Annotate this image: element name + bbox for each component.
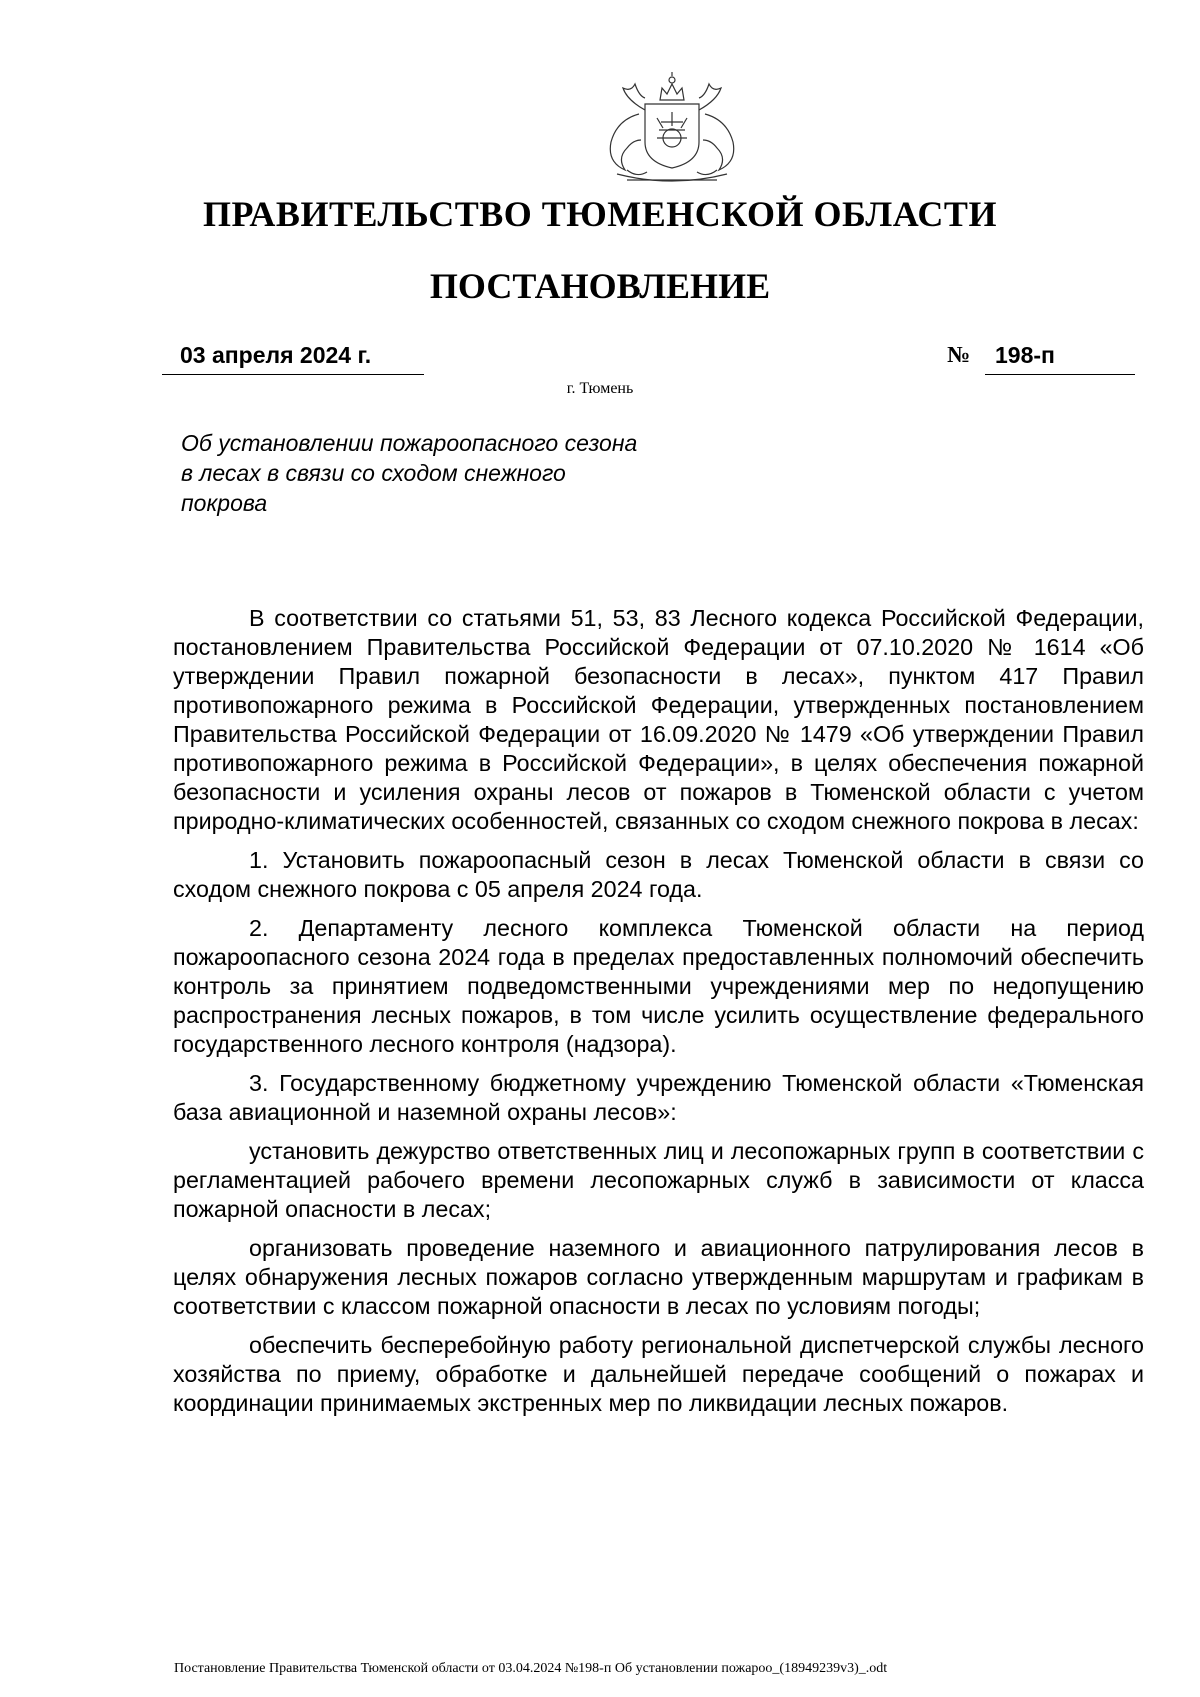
document-subject: Об установлении пожароопасного сезона в лесах в связи со сходом снежного покрова <box>181 430 638 516</box>
paragraph-preamble: В соответствии со статьями 51, 53, 83 Лесного кодекса Российской Федерации, постановлением Правительства Российской Федерации от 07.10.2020 № 1614 «Об утверждении Правил пожарной безопасности в лесах», пунктом 417 Правил противопожарного режима в Российской Федерации, утвержденных постановлением Правительства Российской Федерации от 16.09.2020 № 1479 «Об утверждении Правил противопожарного режима в Российской Федерации», в целях обеспечения пожарной безопасности и усиления охраны лесов от пожаров в Тюменской области с учетом природно-климатических особенностей, связанных со сходом снежного покрова в лесах: <box>173 605 1144 834</box>
coat-of-arms-icon <box>587 70 757 185</box>
document-date-field <box>162 340 424 375</box>
document-number-field <box>947 340 1135 374</box>
paragraph-item-2: 2. Департаменту лесного комплекса Тюменской области на период пожароопасного сезона 2024 года в пределах предоставленных полномочий обеспечить контроль за принятием подведомственными учреждениями мер по недопущению распространения лесных пожаров, в том числе усилить осуществление федерального государственного лесного контроля (надзора). <box>173 915 1144 1057</box>
number-underline <box>985 340 1135 375</box>
paragraph-item-1: 1. Установить пожароопасный сезон в лесах Тюменской области в связи со сходом снежного покрова с 05 апреля 2024 года. <box>173 847 1144 902</box>
document-date: 03 апреля 2024 г. <box>180 342 372 368</box>
number-sign: № <box>947 342 971 367</box>
document-type: ПОСТАНОВЛЕНИЕ <box>429 266 771 306</box>
paragraph-item-3-patrol: организовать проведение наземного и авиационного патрулирования лесов в целях обнаружения лесных пожаров согласно утвержденным маршрутам и графикам в соответствии с классом пожарной опасности в лесах по условиям погоды; <box>173 1235 1144 1319</box>
page-footer: Постановление Правительства Тюменской области от 03.04.2024 №198-п Об установлении пожароо_(18949239v3)_.odt <box>174 1661 888 1676</box>
document-body <box>173 604 1144 1428</box>
paragraph-item-3-dispatch: обеспечить бесперебойную работу региональной диспетчерской службы лесного хозяйства по приему, обработке и дальнейшей передаче сообщений о пожарах и координации принимаемых экстренных мер по ликвидации лесных пожаров. <box>173 1332 1144 1416</box>
paragraph-item-3-duty: установить дежурство ответственных лиц и лесопожарных групп в соответствии с регламентацией рабочего времени лесопожарных служб в зависимости от класса пожарной опасности в лесах; <box>173 1138 1144 1222</box>
document-number: 198-п <box>995 342 1055 368</box>
paragraph-item-3: 3. Государственному бюджетному учреждению Тюменской области «Тюменская база авиационной и наземной охраны лесов»: <box>173 1070 1144 1125</box>
organization-title: ПРАВИТЕЛЬСТВО ТЮМЕНСКОЙ ОБЛАСТИ <box>203 194 997 234</box>
city: г. Тюмень <box>566 380 634 397</box>
